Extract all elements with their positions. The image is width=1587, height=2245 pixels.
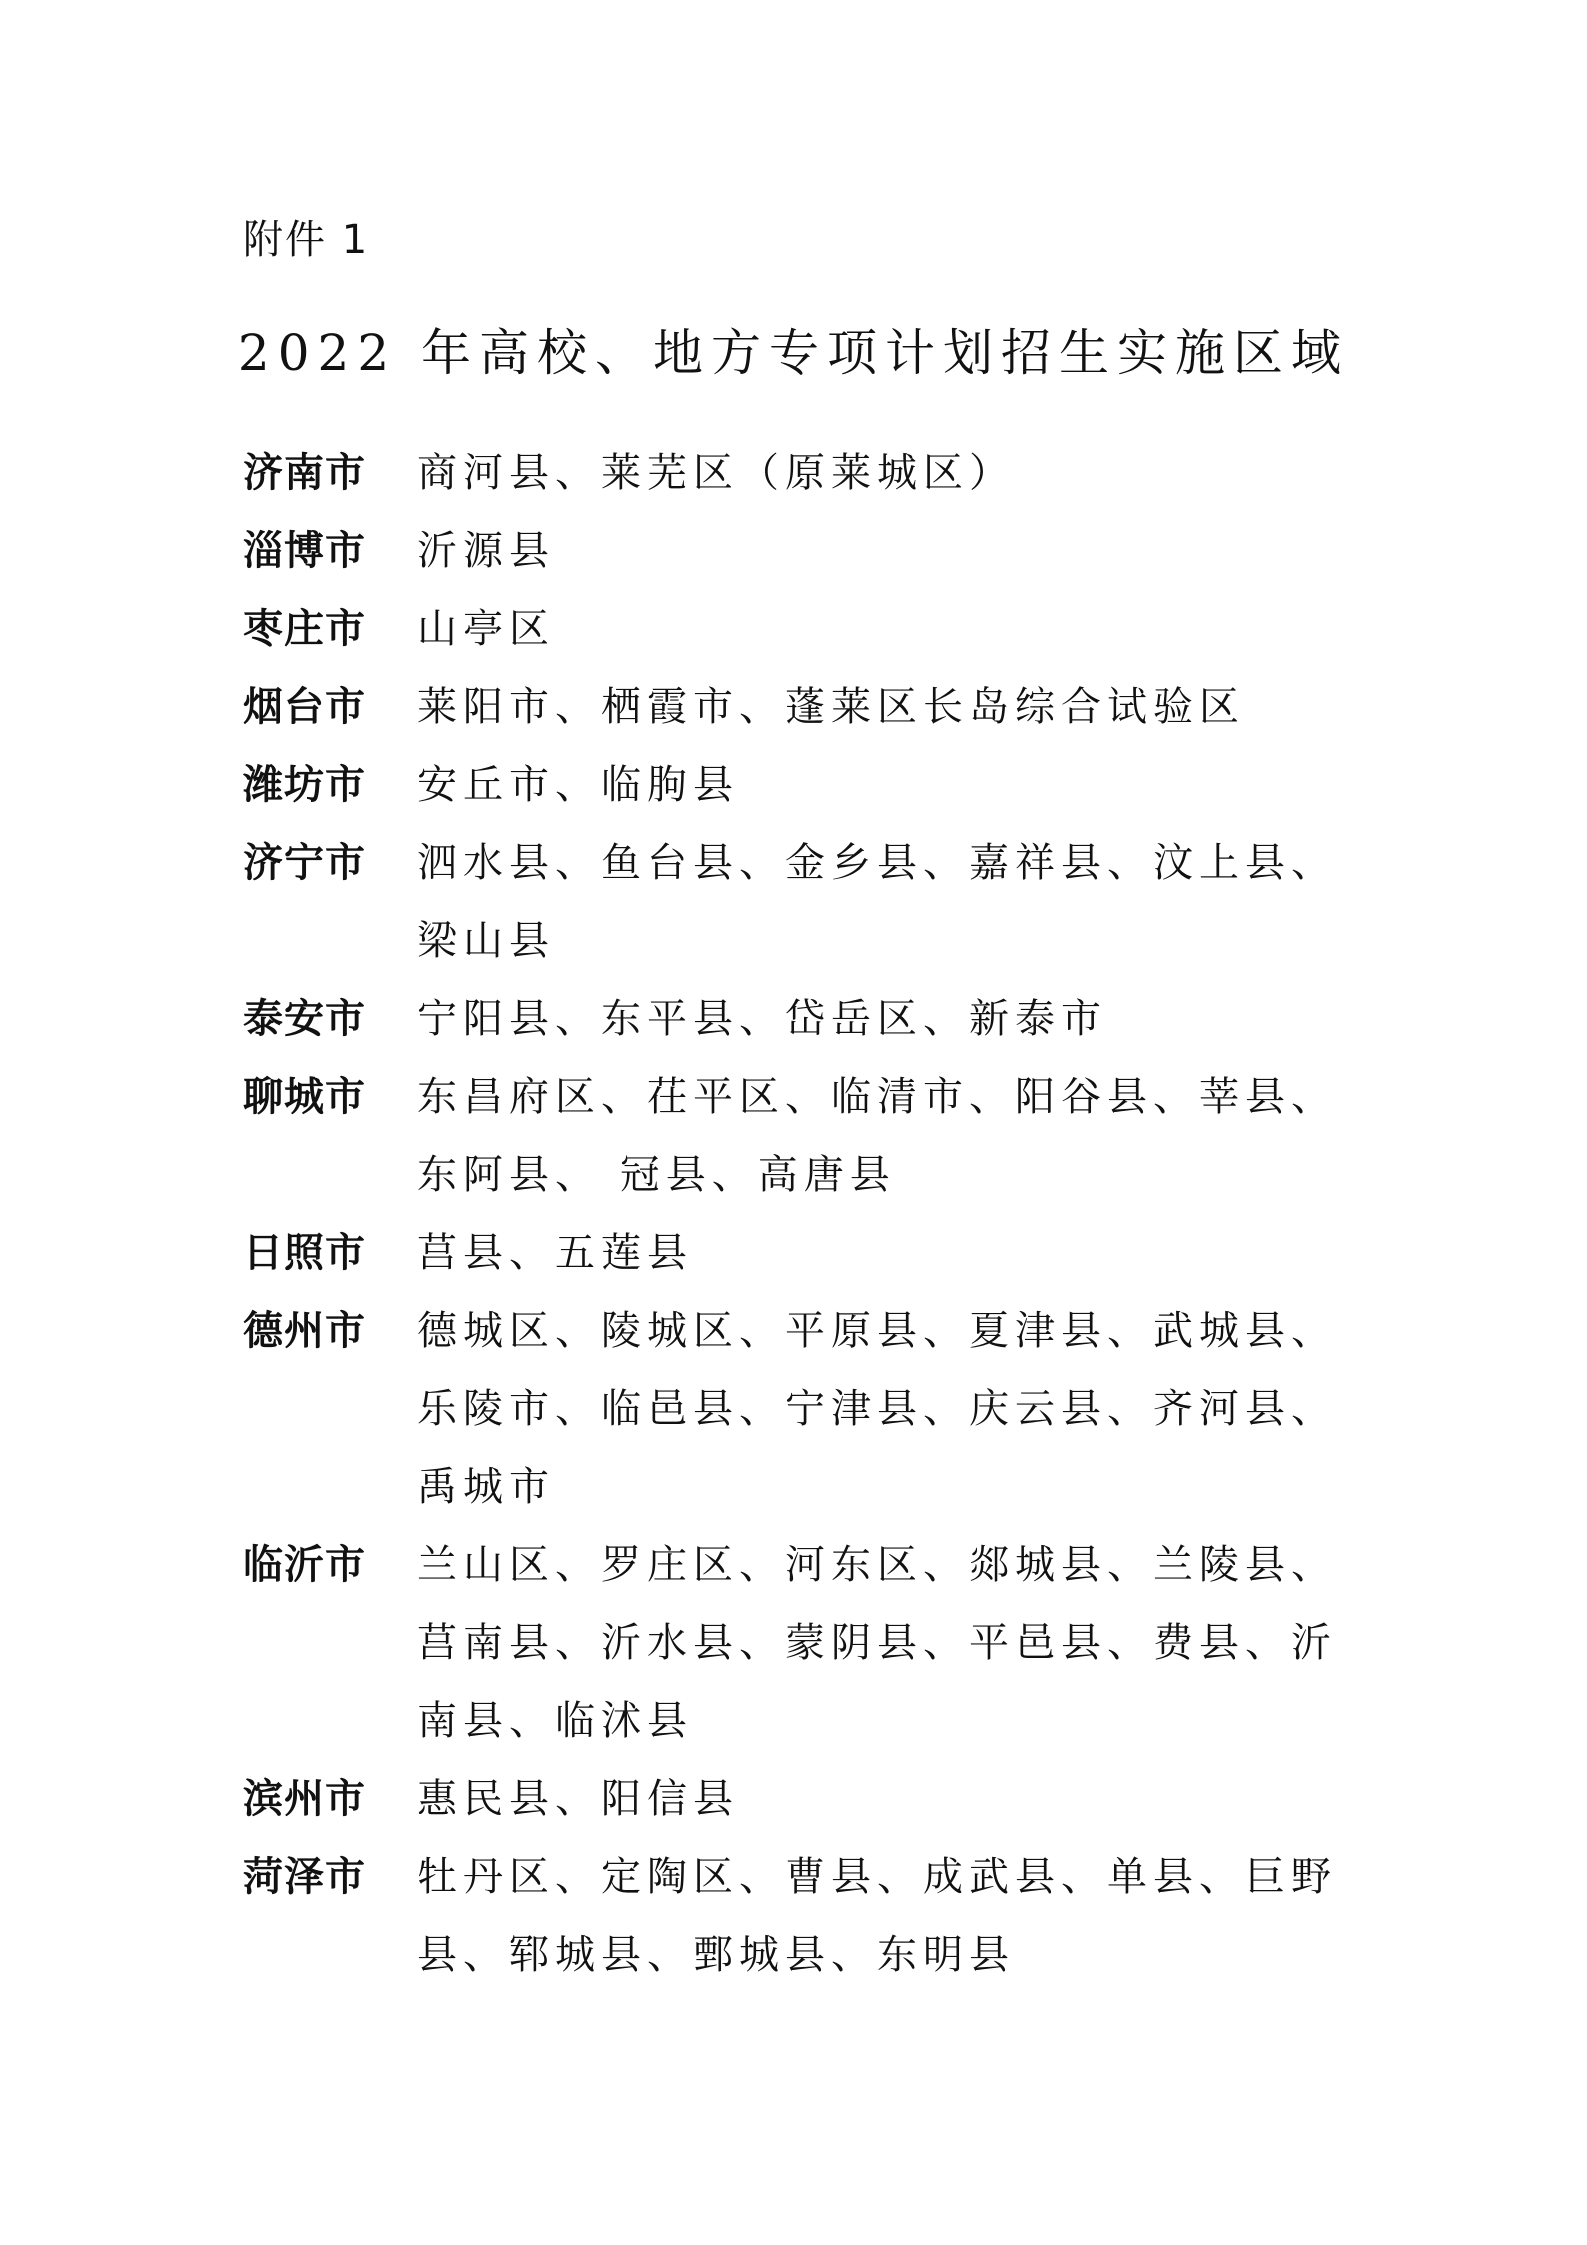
region-row-zibo — [243, 512, 1363, 590]
region-row-jinan — [243, 434, 1363, 512]
city-name: 泰安市 — [243, 996, 366, 1042]
city-name: 济南市 — [243, 450, 366, 496]
city-name: 潍坊市 — [243, 762, 366, 808]
county-list: 商河县、莱芜区（原莱城区） — [417, 450, 1015, 496]
document-title: 2022 年高校、地方专项计划招生实施区域 — [237, 324, 1350, 382]
county-list: 宁阳县、东平县、岱岳区、新泰市 — [417, 996, 1107, 1042]
city-name: 枣庄市 — [243, 606, 366, 652]
county-list: 兰山区、罗庄区、河东区、郯城县、兰陵县、莒南县、沂水县、蒙阴县、平邑县、费县、沂南县、临沭县 — [417, 1542, 1337, 1744]
county-list: 德城区、陵城区、平原县、夏津县、武城县、乐陵市、临邑县、宁津县、庆云县、齐河县、禹城市 — [417, 1308, 1337, 1510]
city-name: 聊城市 — [243, 1074, 366, 1120]
city-name: 菏泽市 — [243, 1854, 366, 1900]
region-row-rizhao — [243, 1214, 1363, 1292]
region-row-binzhou — [243, 1760, 1363, 1838]
region-list — [243, 434, 1363, 1994]
region-row-liaocheng — [243, 1058, 1363, 1214]
region-row-yantai — [243, 668, 1363, 746]
city-name: 德州市 — [243, 1308, 366, 1354]
county-list: 沂源县 — [417, 528, 555, 574]
city-name: 日照市 — [243, 1230, 366, 1276]
city-name: 淄博市 — [243, 528, 366, 574]
county-list: 莱阳市、栖霞市、蓬莱区长岛综合试验区 — [417, 684, 1245, 730]
attachment-label: 附件 1 — [243, 217, 370, 263]
city-name: 滨州市 — [243, 1776, 366, 1822]
city-name: 临沂市 — [243, 1542, 366, 1588]
county-list: 莒县、五莲县 — [417, 1230, 693, 1276]
city-name: 济宁市 — [243, 840, 366, 886]
region-row-dezhou — [243, 1292, 1363, 1526]
region-row-linyi — [243, 1526, 1363, 1760]
county-list: 惠民县、阳信县 — [417, 1776, 739, 1822]
county-list: 安丘市、临朐县 — [417, 762, 739, 808]
region-row-heze — [243, 1838, 1363, 1994]
county-list: 东昌府区、茌平区、临清市、阳谷县、莘县、东阿县、 冠县、高唐县 — [417, 1074, 1337, 1198]
county-list: 泗水县、鱼台县、金乡县、嘉祥县、汶上县、梁山县 — [417, 840, 1337, 964]
region-row-taian — [243, 980, 1363, 1058]
county-list: 山亭区 — [417, 606, 555, 652]
city-name: 烟台市 — [243, 684, 366, 730]
region-row-zaozhuang — [243, 590, 1363, 668]
region-row-weifang — [243, 746, 1363, 824]
county-list: 牡丹区、定陶区、曹县、成武县、单县、巨野县、郓城县、鄄城县、东明县 — [417, 1854, 1337, 1978]
region-row-jining — [243, 824, 1363, 980]
